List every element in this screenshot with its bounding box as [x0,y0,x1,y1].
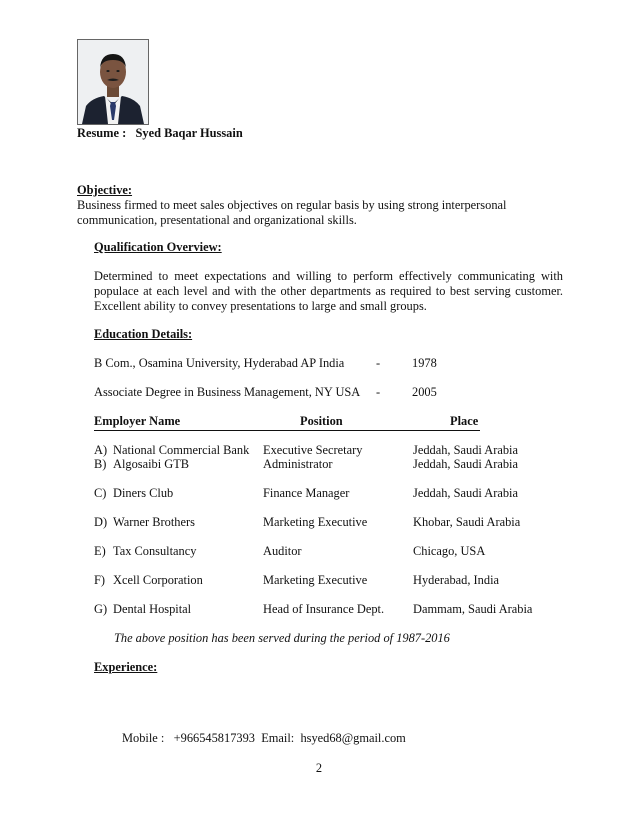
qualification-heading: Qualification Overview: [94,240,222,254]
education-dash: - [376,385,381,399]
place-name: Hyderabad, India [413,573,500,587]
employer-name: Dental Hospital [113,602,192,616]
row-letter: F) [94,573,106,587]
page-number: 2 [315,761,323,775]
resume-title [77,126,243,141]
email-label: Email: [261,731,295,745]
profile-photo [77,39,149,125]
employer-name: Diners Club [113,486,174,500]
contact-line [122,731,406,746]
resume-label: Resume : [77,126,127,140]
place-name: Dammam, Saudi Arabia [413,602,533,616]
education-degree: B Com., Osamina University, Hyderabad AP India [94,356,345,370]
row-letter: C) [94,486,107,500]
candidate-name: Syed Baqar Hussain [135,126,243,140]
position-name: Marketing Executive [263,573,368,587]
education-year: 1978 [412,356,437,370]
education-row [94,385,554,400]
qualification-text: Determined to meet expectations and willing to perform effectively communicating with populace at each level and with the other departments as required to best serving customer. Excellent ability to convey presentations to large and small groups. [94,269,563,313]
position-name: Finance Manager [263,486,350,500]
employment-row [94,443,564,458]
position-name: Marketing Executive [263,515,368,529]
objective-text: Business firmed to meet sales objectives on regular basis by using strong interpersonal communication, presentational and organizational skills. [77,198,507,227]
experience-heading: Experience: [94,660,158,674]
email-address: hsyed68@gmail.com [300,731,406,745]
education-heading: Education Details: [94,327,193,341]
position-column-header: Position [300,414,343,428]
place-name: Khobar, Saudi Arabia [413,515,521,529]
service-period-note: The above position has been served during the period of 1987-2016 [114,631,450,645]
employment-row [94,486,564,501]
position-name: Administrator [263,457,333,471]
position-name: Head of Insurance Dept. [263,602,385,616]
place-name: Jeddah, Saudi Arabia [413,443,518,457]
row-letter: A) [94,443,108,457]
employment-row [94,544,564,559]
objective-heading: Objective: [77,183,133,197]
position-name: Auditor [263,544,302,558]
employer-name: Algosaibi GTB [113,457,190,471]
employer-name: National Commercial Bank [113,443,250,457]
employer-column-header: Employer Name [94,414,181,428]
row-letter: G) [94,602,108,616]
employment-header [94,414,480,431]
row-letter: E) [94,544,106,558]
place-column-header: Place [450,414,479,428]
place-name: Jeddah, Saudi Arabia [413,457,518,471]
education-year: 2005 [412,385,437,399]
employer-name: Xcell Corporation [113,573,203,587]
row-letter: B) [94,457,107,471]
mobile-number: +966545817393 [173,731,255,745]
employer-name: Warner Brothers [113,515,195,529]
row-letter: D) [94,515,108,529]
employer-name: Tax Consultancy [113,544,197,558]
education-dash: - [376,356,381,370]
mobile-label: Mobile : [122,731,165,745]
place-name: Chicago, USA [413,544,486,558]
education-row [94,356,554,371]
employment-row [94,515,564,530]
employment-row [94,602,564,617]
position-name: Executive Secretary [263,443,363,457]
employment-row [94,457,564,472]
employment-row [94,573,564,588]
education-degree: Associate Degree in Business Management, NY USA [94,385,361,399]
place-name: Jeddah, Saudi Arabia [413,486,518,500]
